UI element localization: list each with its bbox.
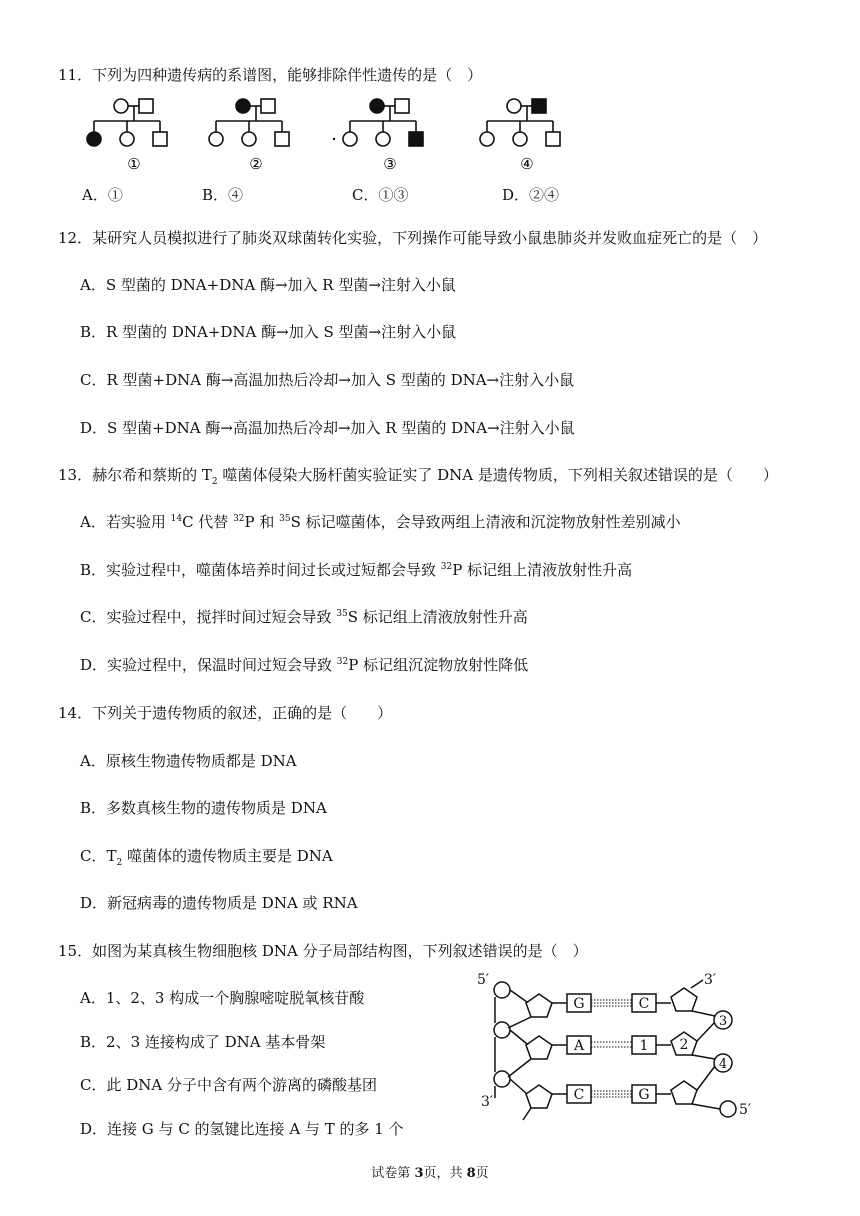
- q11-option-d: D．②④: [502, 186, 560, 204]
- q12-option-d: D．S 型菌+DNA 酶→高温加热后冷却→加入 R 型菌的 DNA→注射入小鼠: [80, 419, 575, 437]
- pedigree-2: [209, 99, 289, 146]
- label-2: 2: [679, 1037, 689, 1053]
- end-top-left: 5′: [477, 972, 490, 988]
- base-label-left-1: G: [573, 996, 585, 1012]
- q13-option-c: C．实验过程中，搅拌时间过短会导致 $^{35}$S 标记组上清液放射性升高: [80, 608, 528, 626]
- pedigree-charts: [80, 92, 580, 174]
- base-label-right-3: G: [638, 1087, 650, 1103]
- pedigree-label-3: ③: [383, 155, 397, 173]
- q14-option-a: A．原核生物遗传物质都是 DNA: [80, 752, 297, 770]
- end-bottom-right: 5′: [739, 1102, 752, 1118]
- q12-stem: 12．某研究人员模拟进行了肺炎双球菌转化实验，下列操作可能导致小鼠患肺炎并发败血症死亡的是（ ）: [58, 229, 768, 247]
- q11-option-a: A．①: [82, 186, 123, 204]
- dna-structure-diagram: [475, 970, 775, 1130]
- pedigree-4: [480, 99, 560, 146]
- end-top-right: 3′: [704, 972, 717, 988]
- q14-option-d: D．新冠病毒的遗传物质是 DNA 或 RNA: [80, 894, 358, 912]
- q13-option-d: D．实验过程中，保温时间过短会导致 $^{32}$P 标记组沉淀物放射性降低: [80, 656, 529, 674]
- q11-stem: 11．下列为四种遗传病的系谱图，能够排除伴性遗传的是（ ）: [58, 66, 483, 84]
- label-4: 4: [718, 1057, 728, 1072]
- q12-option-c: C．R 型菌+DNA 酶→高温加热后冷却→加入 S 型菌的 DNA→注射入小鼠: [80, 371, 575, 389]
- page-footer: 试卷第 3页，共 8页: [371, 1166, 489, 1181]
- q13-option-a: A．若实验用 $^{14}$C 代替 $^{32}$P 和 $^{35}$S 标记噬菌体，会导致两组上清液和沉淀物放射性差别减小: [80, 513, 681, 531]
- q15-option-c: C．此 DNA 分子中含有两个游离的磷酸基团: [80, 1076, 377, 1094]
- pedigree-3: [343, 99, 423, 146]
- pedigree-label-4: ④: [520, 155, 534, 173]
- q15-option-a: A．1、2、3 构成一个胸腺嘧啶脱氧核苷酸: [80, 989, 365, 1007]
- pedigree-label-1: ①: [127, 155, 141, 173]
- q11-option-b: B．④: [202, 186, 244, 204]
- base-label-left-2: A: [573, 1038, 585, 1054]
- q13-option-b: B．实验过程中，噬菌体培养时间过长或过短都会导致 $^{32}$P 标记组上清液放射性升高: [80, 561, 633, 579]
- pedigree-1: [87, 99, 167, 146]
- end-bottom-left: 3′: [481, 1094, 494, 1110]
- q15-option-b: B．2、3 连接构成了 DNA 基本骨架: [80, 1033, 326, 1051]
- q12-option-b: B．R 型菌的 DNA+DNA 酶→加入 S 型菌→注射入小鼠: [80, 323, 457, 341]
- q11-option-c: C．①③: [352, 186, 409, 204]
- base-label-right-2: 1: [639, 1038, 649, 1054]
- base-label-left-3: C: [573, 1087, 585, 1103]
- q12-option-a: A．S 型菌的 DNA+DNA 酶→加入 R 型菌→注射入小鼠: [80, 276, 456, 294]
- q15-stem: 15．如图为某真核生物细胞核 DNA 分子局部结构图，下列叙述错误的是（ ）: [58, 942, 588, 960]
- label-3: 3: [718, 1014, 728, 1029]
- q14-option-b: B．多数真核生物的遗传物质是 DNA: [80, 799, 327, 817]
- q14-stem: 14．下列关于遗传物质的叙述，正确的是（ ）: [58, 704, 393, 722]
- q13-stem: 13．赫尔希和蔡斯的 $T_2$ 噬菌体侵染大肠杆菌实验证实了 DNA 是遗传物质，下列相关叙述错误的是（ ）: [58, 466, 778, 487]
- base-label-right-1: C: [638, 996, 650, 1012]
- q15-option-d: D．连接 G 与 C 的氢键比连接 A 与 T 的多 1 个: [80, 1120, 404, 1138]
- pedigree-label-2: ②: [249, 155, 263, 173]
- q14-option-c: C．$T_2$ 噬菌体的遗传物质主要是 DNA: [80, 847, 333, 868]
